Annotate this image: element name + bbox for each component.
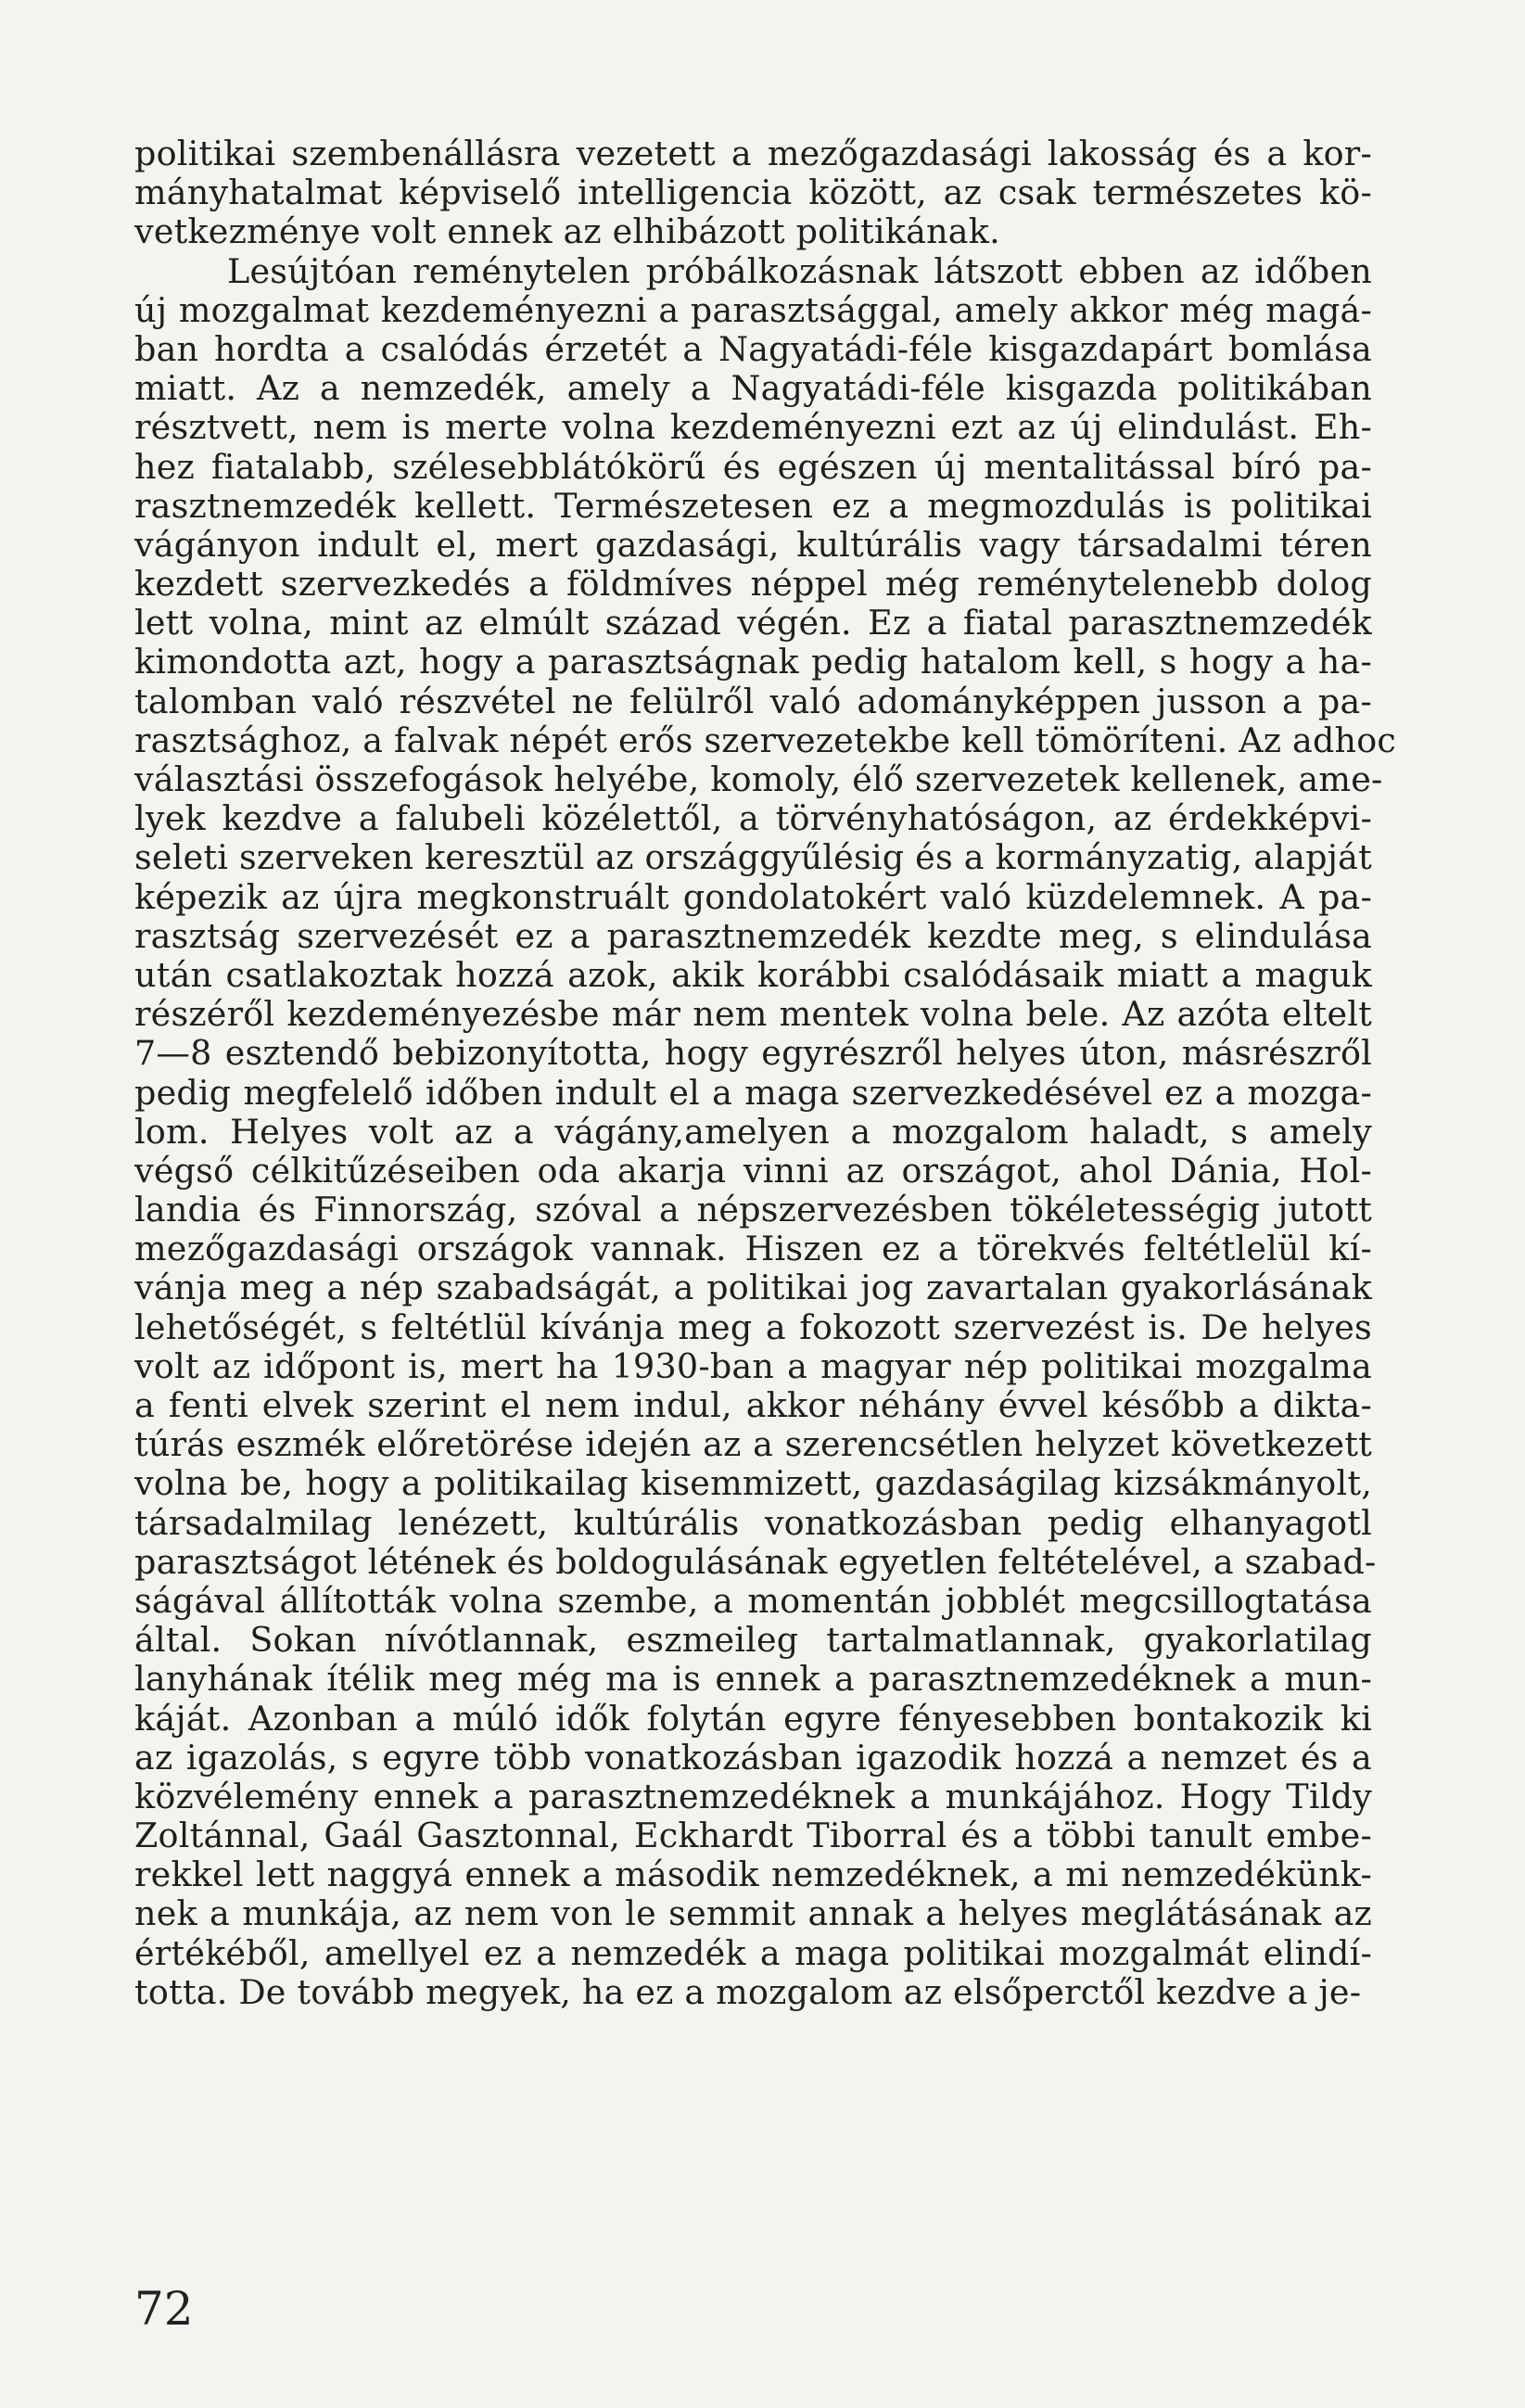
text-line: totta. De tovább megyek, ha ez a mozgalom az elsőperctől kezdve a je-	[134, 1971, 1362, 2012]
text-line: landia és Finnország, szóval a népszervezésben tökéletességig jutott	[134, 1190, 1372, 1230]
text-line: rasztság szervezését ez a parasztnemzedék kezdte meg, s elindulása	[134, 915, 1372, 956]
text-line: ban hordta a csalódás érzetét a Nagyatádi-féle kisgazdapárt bomlása	[134, 328, 1372, 369]
text-line: választási összefogások helyébe, komoly, élő szervezetek kellenek, ame-	[134, 759, 1383, 799]
text-line: végső célkitűzéseiben oda akarja vinni az országot, ahol Dánia, Hol-	[134, 1150, 1372, 1191]
text-line: 7—8 esztendő bebizonyította, hogy egyrészről helyes úton, másrészről	[134, 1033, 1372, 1074]
page-number: 72	[134, 2282, 194, 2336]
text-line: hez fiatalabb, szélesebblátókörű és egészen új mentalitással bíró pa-	[134, 446, 1372, 487]
text-line: talomban való részvétel ne felülről való adományképpen jusson a pa-	[134, 681, 1372, 721]
text-line: új mozgalmat kezdeményezni a parasztsággal, amely akkor még magá-	[134, 289, 1372, 330]
text-line: túrás eszmék előretörése idején az a szerencsétlen helyzet következett	[134, 1424, 1372, 1465]
text-line: parasztságot létének és boldogulásának egyetlen feltételével, a szabad-	[134, 1541, 1377, 1582]
text-line: után csatlakoztak hozzá azok, akik korábbi csalódásaik miatt a maguk	[134, 954, 1372, 995]
text-line: képezik az újra megkonstruált gondolatokért való küzdelemnek. A pa-	[134, 876, 1372, 917]
text-line: rekkel lett naggyá ennek a második nemzedéknek, a mi nemzedékünk-	[134, 1854, 1372, 1895]
text-line: közvélemény ennek a parasztnemzedéknek a munkájához. Hogy Tildy	[134, 1776, 1372, 1816]
text-line: értékéből, amellyel ez a nemzedék a maga politikai mozgalmát elindí-	[134, 1932, 1372, 1973]
text-line: volt az időpont is, mert ha 1930-ban a magyar nép politikai mozgalma	[134, 1345, 1372, 1386]
text-line: mányhatalmat képviselő intelligencia között, az csak természetes kö-	[134, 172, 1372, 213]
text-line: miatt. Az a nemzedék, amely a Nagyatádi-féle kisgazda politikában	[134, 368, 1372, 409]
text-line: társadalmilag lenézett, kultúrális vonatkozásban pedig elhanyagotl	[134, 1502, 1372, 1543]
text-line: nek a munkája, az nem von le semmit annak a helyes meglátásának az	[134, 1893, 1372, 1934]
text-line: vetkezménye volt ennek az elhibázott politikának.	[134, 211, 1000, 252]
text-line: vágányon indult el, mert gazdasági, kultúrális vagy társadalmi téren	[134, 524, 1372, 565]
text-line: vánja meg a nép szabadságát, a politikai jog zavartalan gyakorlásának	[134, 1268, 1372, 1308]
text-line: lett volna, mint az elmúlt század végén. Ez a fiatal parasztnemzedék	[134, 603, 1372, 643]
text-line: mezőgazdasági országok vannak. Hiszen ez a törekvés feltétlelül kí-	[134, 1229, 1372, 1269]
text-line: lom. Helyes volt az a vágány,amelyen a mozgalom haladt, s amely	[134, 1111, 1372, 1152]
text-line: volna be, hogy a politikailag kisemmizett, gazdaságilag kizsákmányolt,	[134, 1463, 1372, 1504]
text-line: káját. Azonban a múló idők folytán egyre fényesebben bontakozik ki	[134, 1698, 1372, 1739]
text-line: az igazolás, s egyre több vonatkozásban igazodik hozzá a nemzet és a	[134, 1737, 1372, 1777]
text-line: rasztsághoz, a falvak népét erős szervezetekbe kell tömöríteni. Az adhoc	[134, 720, 1397, 760]
text-line: pedig megfelelő időben indult el a maga szervezkedésével ez a mozga-	[134, 1072, 1372, 1113]
text-line: lehetőségét, s feltétlül kívánja meg a fokozott szervezést is. De helyes	[134, 1306, 1372, 1347]
text-line: lanyhának ítélik meg még ma is ennek a parasztnemzedéknek a mun-	[134, 1659, 1372, 1700]
text-line: Zoltánnal, Gaál Gasztonnal, Eckhardt Tiborral és a többi tanult embe-	[134, 1816, 1372, 1856]
text-line: a fenti elvek szerint el nem indul, akkor néhány évvel később a dikta-	[134, 1385, 1372, 1425]
text-line: kimondotta azt, hogy a parasztságnak pedig hatalom kell, s hogy a ha-	[134, 642, 1372, 682]
text-line: kezdett szervezkedés a földmíves néppel még reménytelenebb dolog	[134, 564, 1372, 605]
text-line: részéről kezdeményezésbe már nem mentek volna bele. Az azóta eltelt	[134, 994, 1372, 1035]
text-line: ságával állították volna szembe, a momentán jobblét megcsillogtatása	[134, 1580, 1372, 1621]
text-line: rasztnemzedék kellett. Természetesen ez a megmozdulás is politikai	[134, 485, 1372, 526]
text-line: lyek kezdve a falubeli közélettől, a törvényhatóságon, az érdekképvi-	[134, 798, 1372, 839]
text-line: seleti szerveken keresztül az országgyűlésig és a kormányzatig, alapját	[134, 837, 1372, 878]
text-line: által. Sokan nívótlannak, eszmeileg tartalmatlannak, gyakorlatilag	[134, 1620, 1372, 1661]
text-line: Lesújtóan reménytelen próbálkozásnak látszott ebben az időben	[227, 250, 1372, 291]
text-line: résztvett, nem is merte volna kezdeményezni ezt az új elindulást. Eh-	[134, 407, 1372, 448]
body-text	[134, 134, 1397, 2012]
text-line: politikai szembenállásra vezetett a mezőgazdasági lakosság és a kor-	[134, 134, 1372, 173]
